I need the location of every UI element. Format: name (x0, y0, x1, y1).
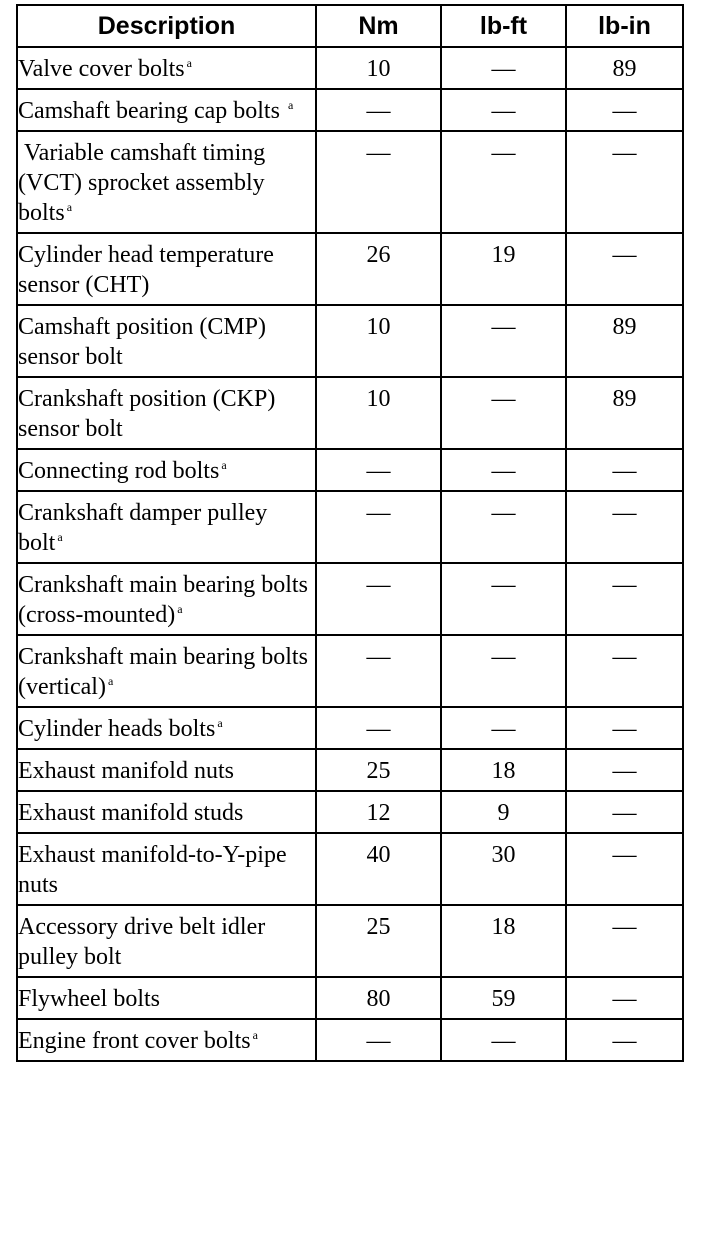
table-row (17, 305, 683, 377)
footnote-marker: a (287, 98, 294, 112)
table-body (17, 47, 683, 1061)
table-row (17, 449, 683, 491)
table-row (17, 1019, 683, 1061)
description-text: Cylinder heads bolts (18, 716, 216, 742)
nm-value-cell: — (316, 491, 441, 563)
lb-ft-value-cell: — (441, 449, 566, 491)
description-cell (17, 47, 316, 89)
description-cell (17, 791, 316, 833)
description-cell (17, 905, 316, 977)
lb-ft-value-cell: — (441, 47, 566, 89)
description-text: Crankshaft damper pulley bolt (18, 500, 274, 556)
description-text: Flywheel bolts (18, 986, 160, 1012)
lb-in-value-cell: — (566, 449, 683, 491)
lb-in-value-cell: — (566, 131, 683, 233)
nm-value-cell: — (316, 89, 441, 131)
footnote-marker: a (177, 602, 183, 616)
description-cell (17, 563, 316, 635)
description-text: Crankshaft main bearing bolts (vertical) (18, 644, 314, 700)
lb-in-value-cell: 89 (566, 377, 683, 449)
table-row (17, 377, 683, 449)
description-text: Exhaust manifold nuts (18, 758, 234, 784)
description-cell (17, 1019, 316, 1061)
header-lb-ft: lb-ft (441, 5, 566, 47)
description-text: Exhaust manifold-to-Y-pipe nuts (18, 842, 293, 898)
lb-ft-value-cell: 9 (441, 791, 566, 833)
table-row (17, 563, 683, 635)
lb-ft-value-cell: — (441, 305, 566, 377)
description-cell (17, 707, 316, 749)
description-text: Variable camshaft timing (VCT) sprocket assembly bolts (18, 140, 272, 226)
table-row (17, 491, 683, 563)
lb-ft-value-cell: 19 (441, 233, 566, 305)
footnote-marker: a (252, 1028, 258, 1042)
nm-value-cell: 10 (316, 47, 441, 89)
lb-in-value-cell: — (566, 563, 683, 635)
lb-in-value-cell: — (566, 233, 683, 305)
footnote-marker: a (221, 458, 227, 472)
nm-value-cell: 80 (316, 977, 441, 1019)
lb-in-value-cell: 89 (566, 305, 683, 377)
lb-in-value-cell: 89 (566, 47, 683, 89)
footnote-marker: a (186, 56, 192, 70)
header-nm: Nm (316, 5, 441, 47)
description-cell (17, 749, 316, 791)
lb-ft-value-cell: — (441, 563, 566, 635)
description-cell (17, 377, 316, 449)
nm-value-cell: 26 (316, 233, 441, 305)
lb-in-value-cell: — (566, 1019, 683, 1061)
nm-value-cell: — (316, 449, 441, 491)
nm-value-cell: 10 (316, 377, 441, 449)
lb-in-value-cell: — (566, 977, 683, 1019)
nm-value-cell: 40 (316, 833, 441, 905)
description-text: Cylinder head temperature sensor (CHT) (18, 242, 280, 298)
lb-in-value-cell: — (566, 635, 683, 707)
lb-ft-value-cell: — (441, 377, 566, 449)
nm-value-cell: — (316, 1019, 441, 1061)
nm-value-cell: 25 (316, 905, 441, 977)
nm-value-cell: 25 (316, 749, 441, 791)
table-row (17, 707, 683, 749)
table-row (17, 833, 683, 905)
table-row (17, 47, 683, 89)
torque-specification-table (16, 4, 684, 1062)
lb-in-value-cell: — (566, 491, 683, 563)
description-cell (17, 131, 316, 233)
description-cell (17, 449, 316, 491)
table-row (17, 131, 683, 233)
description-cell (17, 833, 316, 905)
footnote-marker: a (66, 200, 73, 214)
table-header-row (17, 5, 683, 47)
lb-ft-value-cell: — (441, 89, 566, 131)
table-row (17, 905, 683, 977)
table-row (17, 749, 683, 791)
description-cell (17, 89, 316, 131)
lb-ft-value-cell: — (441, 707, 566, 749)
lb-ft-value-cell: 18 (441, 905, 566, 977)
table-row (17, 233, 683, 305)
lb-ft-value-cell: 59 (441, 977, 566, 1019)
nm-value-cell: 10 (316, 305, 441, 377)
lb-ft-value-cell: — (441, 491, 566, 563)
lb-ft-value-cell: — (441, 1019, 566, 1061)
description-cell (17, 233, 316, 305)
table-row (17, 977, 683, 1019)
lb-ft-value-cell: — (441, 635, 566, 707)
lb-ft-value-cell: 30 (441, 833, 566, 905)
lb-in-value-cell: — (566, 791, 683, 833)
lb-in-value-cell: — (566, 707, 683, 749)
description-cell (17, 977, 316, 1019)
lb-in-value-cell: — (566, 749, 683, 791)
description-cell (17, 491, 316, 563)
description-text: Crankshaft position (CKP) sensor bolt (18, 386, 282, 442)
lb-ft-value-cell: 18 (441, 749, 566, 791)
header-description: Description (17, 5, 316, 47)
description-text: Crankshaft main bearing bolts (cross-mounted) (18, 572, 314, 628)
lb-in-value-cell: — (566, 89, 683, 131)
table-row (17, 89, 683, 131)
description-cell (17, 305, 316, 377)
description-text: Camshaft position (CMP) sensor bolt (18, 314, 273, 370)
nm-value-cell: — (316, 707, 441, 749)
description-text: Connecting rod bolts (18, 458, 220, 484)
nm-value-cell: — (316, 563, 441, 635)
description-text: Valve cover bolts (18, 56, 185, 82)
nm-value-cell: — (316, 635, 441, 707)
lb-in-value-cell: — (566, 833, 683, 905)
table-row (17, 635, 683, 707)
description-text: Exhaust manifold studs (18, 800, 244, 826)
description-text: Engine front cover bolts (18, 1028, 251, 1054)
nm-value-cell: 12 (316, 791, 441, 833)
lb-in-value-cell: — (566, 905, 683, 977)
footnote-marker: a (107, 674, 114, 688)
footnote-marker: a (57, 530, 63, 544)
description-text: Accessory drive belt idler pulley bolt (18, 914, 272, 970)
header-lb-in: lb-in (566, 5, 683, 47)
lb-ft-value-cell: — (441, 131, 566, 233)
description-cell (17, 635, 316, 707)
footnote-marker: a (217, 716, 223, 730)
nm-value-cell: — (316, 131, 441, 233)
table-row (17, 791, 683, 833)
description-text: Camshaft bearing cap bolts (18, 98, 286, 124)
